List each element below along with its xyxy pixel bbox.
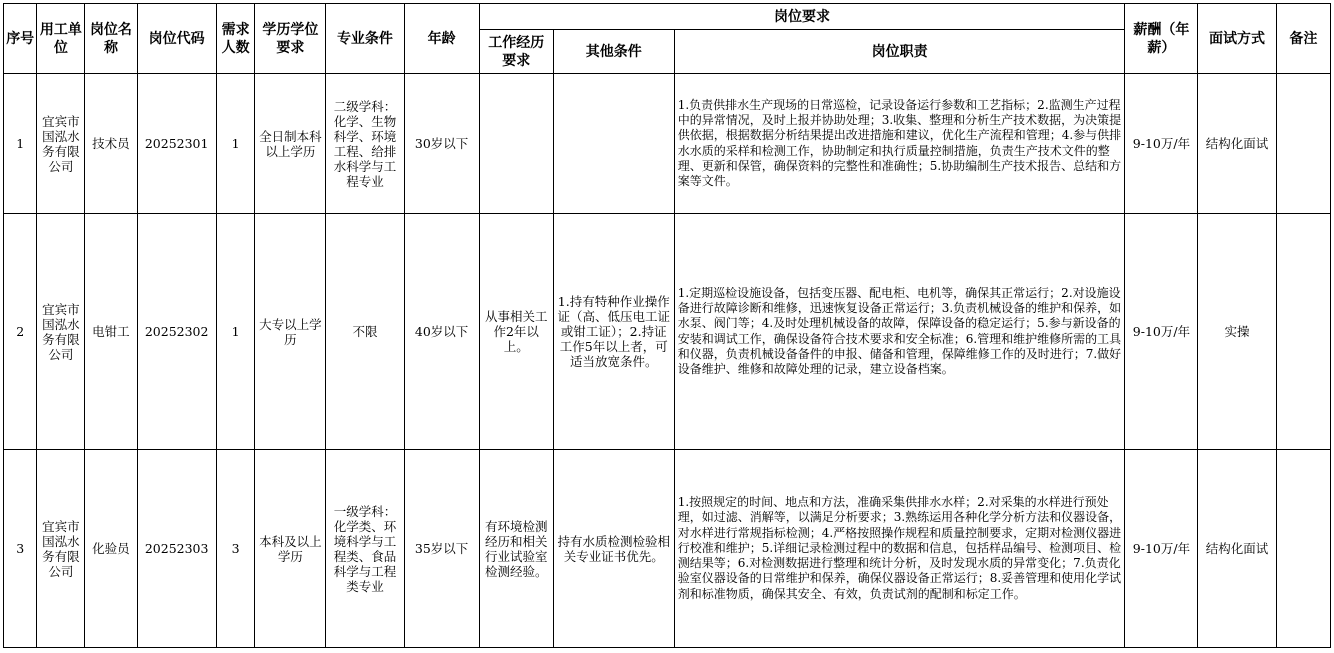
header-code: 岗位代码 [137,4,216,74]
header-row-1 [4,4,1331,30]
row-major: 不限 [326,214,404,450]
row-interview: 结构化面试 [1198,450,1276,648]
header-education: 学历学位要求 [255,4,326,74]
header-major: 专业条件 [326,4,404,74]
header-requirements: 岗位要求 [479,4,1125,30]
row-duties: 1.定期巡检设施设备，包括变压器、配电柜、电机等，确保其正常运行；2.对设施设备进行故障诊断和维修，迅速恢复设备正常运行；3.负责机械设备的维护和保养，如水泵、阀门等；4.及时处理机械设备的故障，保障设备的稳定运行；5.参与新设备的安装和调试工作，确保设备符合技术要求和安全标准；6.管理和维护维修所需的工具和仪器，负责机械设备备件的申报、储备和管理，保障维修工作的及时进行；7.做好设备维护、维修和故障处理的记录，建立设备档案。 [674,214,1125,450]
row-employer: 宜宾市国泓水务有限公司 [37,214,85,450]
row-salary: 9-10万/年 [1125,450,1198,648]
table-row [4,214,1331,450]
row-duties: 1.按照规定的时间、地点和方法，准确采集供排水水样；2.对采集的水样进行预处理，如过滤、消解等，以满足分析要求；3.熟练运用各种化学分析方法和仪器设备，对水样进行常规指标检测；4.严格按照操作规程和质量控制要求，定期对检测仪器进行校准和维护；5.详细记录检测过程中的数据和信息，包括样品编号、检测项目、检测结果等；6.对检测数据进行整理和统计分析，及时发现水质的异常变化；7.负责化验室仪器设备的日常维护和保养，确保仪器设备正常运行；8.妥善管理和使用化学试剂和标准物质，确保其安全、有效，负责试剂的配制和标定工作。 [674,450,1125,648]
row-experience: 有环境检测经历和相关行业试验室检测经验。 [479,450,553,648]
row-other [553,74,674,214]
row-other: 持有水质检测检验相关专业证书优先。 [553,450,674,648]
row-age: 40岁以下 [404,214,479,450]
row-salary: 9-10万/年 [1125,214,1198,450]
header-interview: 面试方式 [1198,4,1276,74]
row-salary: 9-10万/年 [1125,74,1198,214]
row-education: 全日制本科以上学历 [255,74,326,214]
row-headcount: 1 [216,74,255,214]
row-employer: 宜宾市国泓水务有限公司 [37,74,85,214]
table-row [4,74,1331,214]
row-position: 技术员 [85,74,137,214]
header-remarks: 备注 [1276,4,1330,74]
row-position: 化验员 [85,450,137,648]
row-seq: 3 [4,450,37,648]
row-interview: 结构化面试 [1198,74,1276,214]
row-major [326,74,404,214]
row-headcount: 3 [216,450,255,648]
row-age: 35岁以下 [404,450,479,648]
row-seq: 2 [4,214,37,450]
row-remarks [1276,450,1330,648]
row-headcount: 1 [216,214,255,450]
row-seq: 1 [4,74,37,214]
header-age: 年龄 [404,4,479,74]
header-position: 岗位名称 [85,4,137,74]
row-employer: 宜宾市国泓水务有限公司 [37,450,85,648]
row-experience: 从事相关工作2年以上。 [479,214,553,450]
row-age: 30岁以下 [404,74,479,214]
header-duties: 岗位职责 [674,30,1125,74]
header-experience: 工作经历要求 [479,30,553,74]
header-headcount: 需求人数 [216,4,255,74]
row-major: 一级学科：化学类、环境科学与工程类、食品科学与工程类专业 [326,450,404,648]
header-other: 其他条件 [553,30,674,74]
row-position: 电钳工 [85,214,137,450]
row-education: 本科及以上学历 [255,450,326,648]
table-row [4,450,1331,648]
header-seq: 序号 [4,4,37,74]
row-other: 1.持有特种作业操作证（高、低压电工证或钳工证）；2.持证工作5年以上者，可适当放宽条件。 [553,214,674,450]
row-remarks [1276,214,1330,450]
header-salary: 薪酬（年薪） [1125,4,1198,74]
row-interview: 实操 [1198,214,1276,450]
row-code: 20252302 [137,214,216,450]
job-table [3,3,1331,648]
row-experience [479,74,553,214]
row-duties: 1.负责供排水生产现场的日常巡检，记录设备运行参数和工艺指标；2.监测生产过程中的异常情况，及时上报并协助处理；3.收集、整理和分析生产技术数据，为决策提供依据，根据数据分析结果提出改进措施和建议，优化生产流程和管理；4.参与供排水水质的采样和检测工作，协助制定和执行质量控制措施，负责生产技术文件的整理、更新和保管，确保资料的完整性和准确性；5.协助编制生产技术报告、总结和方案等文件。 [674,74,1125,214]
row-code: 20252303 [137,450,216,648]
row-remarks [1276,74,1330,214]
row-education: 大专以上学历 [255,214,326,450]
row-code: 20252301 [137,74,216,214]
row-major-text: 二级学科：化学、生物科学、环境工程、给排水科学与工程专业 [333,98,397,189]
header-employer: 用工单位 [37,4,85,74]
